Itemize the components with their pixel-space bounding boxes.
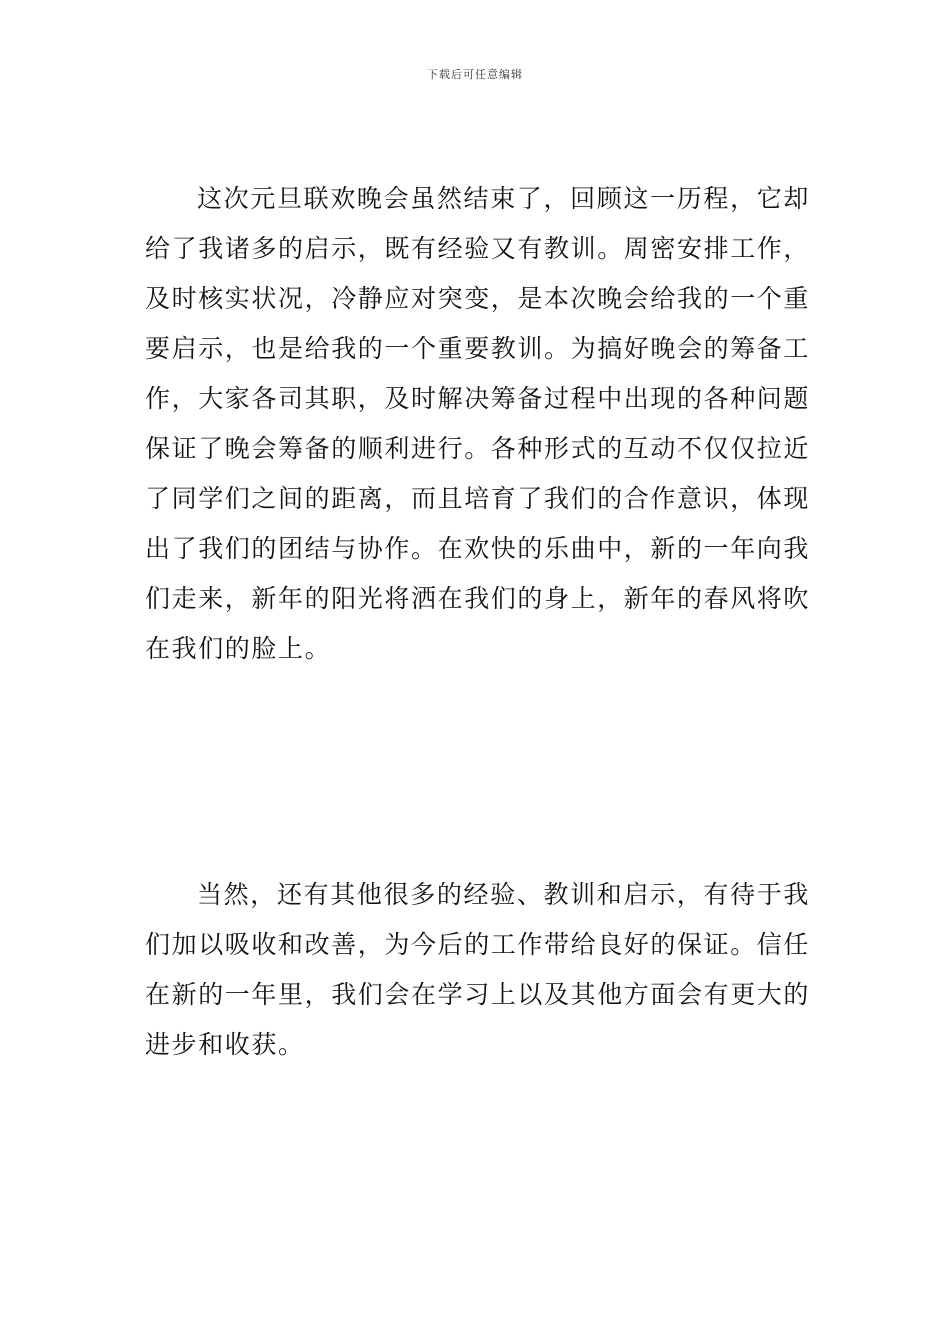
paragraph-1: 这次元旦联欢晚会虽然结束了，回顾这一历程，它却给了我诸多的启示，既有经验又有教训。周密安排工作，及时核实状况，冷静应对突变，是本次晚会给我的一个重要启示，也是给我的一个重要教训。为搞好晚会的筹备工作，大家各司其职，及时解决筹备过程中出现的各种问题保证了晚会筹备的顺利进行。各种形式的互动不仅仅拉近了同学们之间的距离，而且培育了我们的合作意识，体现出了我们的团结与协作。在欢快的乐曲中，新的一年向我们走来，新年的阳光将洒在我们的身上，新年的春风将吹在我们的脸上。 (145, 184, 811, 663)
paragraph-2: 当然，还有其他很多的经验、教训和启示，有待于我们加以吸收和改善，为今后的工作带给良好的保证。信任在新的一年里，我们会在学习上以及其他方面会有更大的进步和收获。 (145, 880, 811, 1059)
header-note: 下载后可任意编辑 (427, 68, 523, 81)
